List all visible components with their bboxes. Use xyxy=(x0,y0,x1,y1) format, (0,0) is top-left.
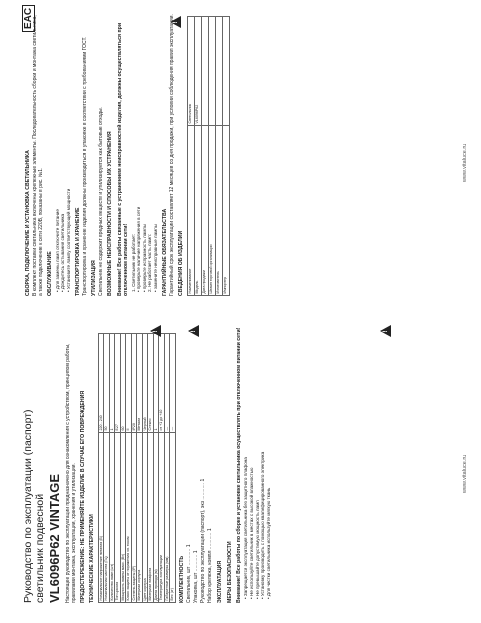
table-value xyxy=(216,17,223,126)
table-value xyxy=(202,17,209,126)
list-item: • Установите лампу соответствующей мощности xyxy=(66,188,71,292)
list-item: • проверьте наличие напряжения в сети xyxy=(136,206,142,292)
table-value: VL6096P62 xyxy=(195,17,202,126)
specs-table xyxy=(98,333,176,603)
list-item: • замените неисправные лампы xyxy=(153,223,158,292)
assembly-text: В комплект поставки светильника включены крепежные элементы. Последовательность сборки и монтажа светильника, а также подключение к сети 220В, показаны в рис. №1. xyxy=(32,15,45,296)
table-value: Светильник xyxy=(188,17,195,126)
table-key: Наименование xyxy=(188,126,195,296)
list-item: • Установку производить с помощью квалифицированного электрика xyxy=(260,451,266,599)
info-title: СВЕДЕНИЯ ОБ ИЗДЕЛИИ xyxy=(178,230,184,296)
caution-text: ПРЕДОСТЕРЕЖЕНИЕ: НЕ ПРИМЕНЯЙТЕ ИЗДЕЛИЕ В СЛУЧАЕ ЕГО ПОВРЕЖДЕНИЯ xyxy=(80,390,86,603)
transport-text: Транспортировка и хранение изделия должны производиться в упаковке в соответствии с требованиями ГОСТ. xyxy=(82,36,88,296)
intro-text: Настоящее руководство по эксплуатации предназначено для ознакомления с устройством, принципом работы, правилами монтажа, эксплуатации, хранения и утилизации. xyxy=(65,343,77,603)
table-key: Материал корпуса xyxy=(137,433,143,603)
assembly-title: СБОРКА, ПОДКЛЮЧЕНИЕ И УСТАНОВКА СВЕТИЛЬНИКА xyxy=(25,150,31,296)
table-value: — xyxy=(164,334,170,433)
doc-title: Руководство по эксплуатации (паспорт) xyxy=(22,409,34,603)
list-item: • Не превышайте допустимую мощность ламп xyxy=(254,500,260,599)
table-value: 220 - 240 xyxy=(98,334,104,433)
eac-mark: EAC xyxy=(22,5,35,32)
website-url: www.vitaluce.ru xyxy=(462,454,468,493)
safety-intro: Внимание! Все работы по сборке и установке светильника осуществлять при отключенном питании сети! xyxy=(236,327,243,603)
table-row xyxy=(195,17,202,296)
table-value: 1 xyxy=(153,334,159,433)
table-key: Дата продажи xyxy=(202,126,209,296)
table-value: IP20 xyxy=(131,334,137,433)
table-key: Номинальная частота (Гц) xyxy=(104,433,110,603)
list-item: • Для чистки светильника используйте мягкую ткань xyxy=(265,487,271,599)
table-key: Номинальное напряжение питания (В) xyxy=(98,433,104,603)
list-item: • Для замены ламп отключите питание xyxy=(54,209,60,292)
table-key: Температура эксплуатации xyxy=(159,433,165,603)
table-value: Металл xyxy=(137,334,143,433)
list-item: • Запрещается эксплуатация светильника без защитного плафона xyxy=(243,457,249,599)
table-value: E27 xyxy=(115,334,121,433)
list-item: 2. Не работает часть ламп: xyxy=(147,233,153,292)
package-title: КОМПЛЕКТНОСТЬ xyxy=(178,555,185,603)
utilization-title: УТИЛИЗАЦИЯ xyxy=(91,260,97,296)
table-value: от +1 до +40 xyxy=(159,334,165,433)
table-key: Длина провода (м) xyxy=(153,433,159,603)
warning-icon xyxy=(188,325,199,337)
table-key: Габаритные размеры (мм) xyxy=(164,433,170,603)
table-key: Импортер xyxy=(223,126,230,296)
doc-subtitle: светильник подвесной xyxy=(34,493,46,603)
exploit-title: ЭКСПЛУАТАЦИЯ xyxy=(217,560,224,603)
left-column xyxy=(0,312,481,623)
list-item: Руководство по эксплуатации (паспорт), экз ............ 1 xyxy=(200,478,207,603)
table-key: Цвет корпуса xyxy=(142,433,148,603)
table-key: Мощность лампы макс. (Вт) xyxy=(120,433,126,603)
info-table xyxy=(187,16,230,296)
table-row xyxy=(216,17,223,296)
safety-list xyxy=(243,326,271,603)
service-title: ОБСЛУЖИВАНИЕ xyxy=(47,251,54,296)
table-key: Вес (кг) xyxy=(170,433,176,603)
table-value: — xyxy=(170,334,176,433)
table-row xyxy=(202,17,209,296)
faults-list xyxy=(131,14,159,296)
table-row xyxy=(188,17,195,296)
table-key: Класс защиты от поражения эл. током xyxy=(126,433,132,603)
warning-icon xyxy=(150,325,161,337)
warranty-text: Гарантийный срок эксплуатации составляет 12 месяцев со дня продажи, при условии соблюдения правил эксплуатации. xyxy=(169,14,175,296)
service-list xyxy=(55,14,72,296)
list-item: Набор крепежа, компл ............ 1 xyxy=(207,528,214,603)
package-list xyxy=(186,326,214,603)
list-item: • Не используйте светильник в местах с высокой влажностью xyxy=(249,467,255,599)
warning-icon xyxy=(380,325,391,337)
table-value: Стекло xyxy=(148,334,154,433)
list-item: Светильник, шт ............ 1 xyxy=(186,544,193,603)
table-key: Штамп торговой организации xyxy=(209,126,216,296)
table-row xyxy=(209,17,216,296)
transport-title: ТРАНСПОРТИРОВКА И ХРАНЕНИЕ xyxy=(74,207,81,296)
model-name: VL6096P62 VINTAGE xyxy=(47,473,62,603)
safety-title: МЕРЫ БЕЗОПАСНОСТИ xyxy=(226,541,233,603)
website-url: www.vitaluce.ru xyxy=(462,143,468,182)
table-key: Материал плафона xyxy=(148,433,154,603)
table-row xyxy=(223,17,230,296)
list-item: • Дождитесь остывания светильника xyxy=(60,213,66,292)
utilization-text: Светильник не содержит вредных веществ и утилизируется как бытовые отходы. xyxy=(98,106,105,296)
list-item: Упаковка, шт ............ 1 xyxy=(193,550,200,603)
table-key: Изготовитель xyxy=(216,126,223,296)
specs-title: ТЕХНИЧЕСКИЕ ХАРАКТЕРИСТИКИ xyxy=(89,514,96,603)
table-key: Тип цоколя xyxy=(115,433,121,603)
table-value xyxy=(209,17,216,126)
list-item: • проверьте исправность лампы xyxy=(141,223,147,292)
table-value: 50 xyxy=(104,334,110,433)
table-key: Степень защиты (IP) xyxy=(131,433,137,603)
warning-icon xyxy=(170,16,181,28)
table-key: Модель xyxy=(195,126,202,296)
table-value: Черный xyxy=(142,334,148,433)
table-value: 60 xyxy=(120,334,126,433)
table-value: 1 xyxy=(109,334,115,433)
warranty-title: ГАРАНТИЙНЫЕ ОБЯЗАТЕЛЬСТВА xyxy=(161,208,168,296)
table-value xyxy=(223,17,230,126)
table-value: II xyxy=(126,334,132,433)
table-row xyxy=(170,334,176,603)
table-key: Количество ламп (шт) xyxy=(109,433,115,603)
faults-title: ВОЗМОЖНЫЕ НЕИСПРАВНОСТИ И СПОСОБЫ ИХ УСТРАНЕНИЯ xyxy=(107,131,114,296)
faults-intro: Внимание! Все работы связанные с устранением неисправностей изделия, должны осуществляться при отключенном питании сети! xyxy=(116,22,130,296)
list-item: 1. Светильник не работает: xyxy=(130,233,136,292)
